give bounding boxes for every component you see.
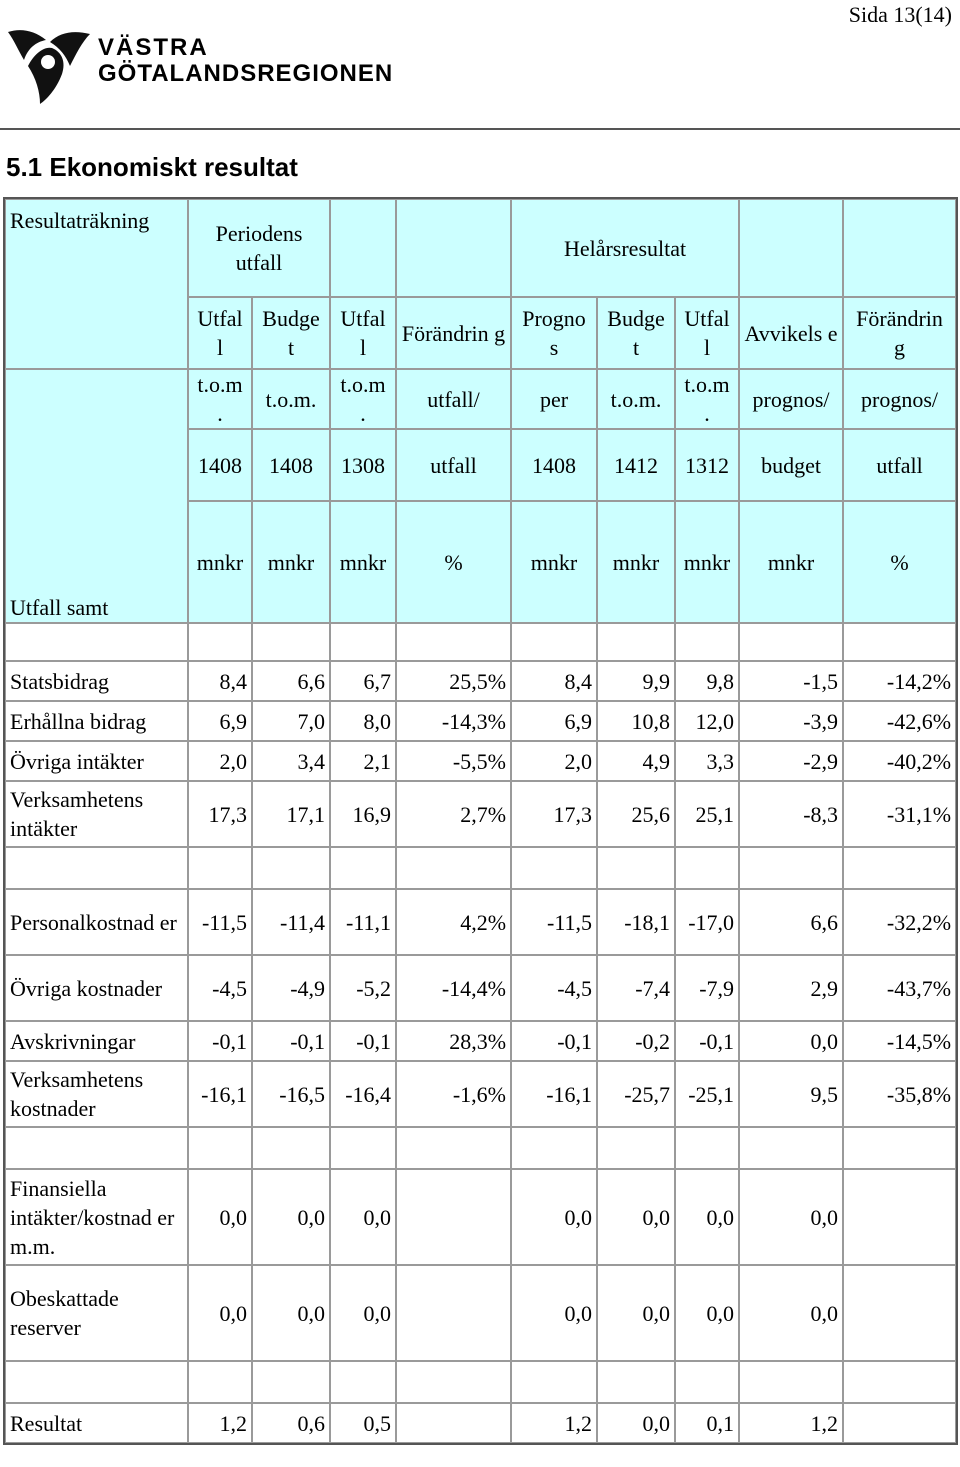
row-value: -35,8% bbox=[843, 1061, 956, 1127]
empty-cell bbox=[5, 623, 188, 661]
row-label: Avskrivningar bbox=[5, 1021, 188, 1061]
header-rule bbox=[0, 128, 960, 130]
row-label: Finansiella intäkter/kostnad er m.m. bbox=[5, 1169, 188, 1265]
row-value: 0,0 bbox=[511, 1169, 597, 1265]
row-value: -0,1 bbox=[188, 1021, 252, 1061]
row-value: 16,9 bbox=[330, 781, 396, 847]
empty-cell bbox=[511, 623, 597, 661]
row-value: -0,2 bbox=[597, 1021, 675, 1061]
spacer-row bbox=[5, 847, 956, 889]
empty-cell bbox=[5, 847, 188, 889]
col-sub2: 1408 bbox=[511, 429, 597, 501]
table-row bbox=[5, 1169, 956, 1265]
row-value: -14,2% bbox=[843, 661, 956, 701]
empty-cell bbox=[739, 847, 843, 889]
spacer-row bbox=[5, 1361, 956, 1403]
empty-cell bbox=[597, 623, 675, 661]
row-label: Verksamhetens intäkter bbox=[5, 781, 188, 847]
row-label: Obeskattade reserver bbox=[5, 1265, 188, 1361]
row-value: -16,5 bbox=[252, 1061, 330, 1127]
row-value: -1,5 bbox=[739, 661, 843, 701]
col-title: Utfal l bbox=[330, 297, 396, 369]
row-value: 1,2 bbox=[188, 1403, 252, 1443]
empty-cell bbox=[511, 847, 597, 889]
col-sub1: t.o.m . bbox=[675, 369, 739, 429]
col-sub1: per bbox=[511, 369, 597, 429]
empty-cell bbox=[843, 623, 956, 661]
row-value: 9,5 bbox=[739, 1061, 843, 1127]
empty-cell bbox=[675, 1361, 739, 1403]
col-unit: mnkr bbox=[188, 501, 252, 623]
header-empty-cell bbox=[739, 199, 843, 297]
row-value: -42,6% bbox=[843, 701, 956, 741]
page-number: Sida 13(14) bbox=[848, 2, 952, 27]
col-sub1: prognos/ bbox=[843, 369, 956, 429]
logo-mark-icon bbox=[6, 26, 92, 106]
row-value: 0,0 bbox=[252, 1265, 330, 1361]
row-value: 0,6 bbox=[252, 1403, 330, 1443]
empty-cell bbox=[188, 847, 252, 889]
empty-cell bbox=[5, 1361, 188, 1403]
empty-cell bbox=[5, 1127, 188, 1169]
empty-cell bbox=[843, 1361, 956, 1403]
row-value: 0,0 bbox=[330, 1169, 396, 1265]
row-value: 17,3 bbox=[188, 781, 252, 847]
col-title: Utfal l bbox=[188, 297, 252, 369]
empty-cell bbox=[252, 1361, 330, 1403]
row-value: 0,0 bbox=[188, 1169, 252, 1265]
empty-cell bbox=[330, 847, 396, 889]
row-value: -5,5% bbox=[396, 741, 511, 781]
empty-cell bbox=[396, 847, 511, 889]
row-value bbox=[843, 1265, 956, 1361]
row-value: 0,0 bbox=[597, 1169, 675, 1265]
row-value bbox=[396, 1169, 511, 1265]
row-value: 0,0 bbox=[597, 1403, 675, 1443]
col-unit: mnkr bbox=[739, 501, 843, 623]
table-row bbox=[5, 1403, 956, 1443]
row-value: -40,2% bbox=[843, 741, 956, 781]
row-value: -25,7 bbox=[597, 1061, 675, 1127]
row-value: 8,0 bbox=[330, 701, 396, 741]
group-period-label: Periodens utfall bbox=[188, 199, 330, 297]
row-value bbox=[843, 1403, 956, 1443]
row-value: 7,0 bbox=[252, 701, 330, 741]
table-row bbox=[5, 889, 956, 955]
table-row bbox=[5, 701, 956, 741]
row-value: 0,0 bbox=[252, 1169, 330, 1265]
empty-cell bbox=[396, 623, 511, 661]
table-row bbox=[5, 1021, 956, 1061]
row-value: 3,3 bbox=[675, 741, 739, 781]
row-label: Resultat bbox=[5, 1403, 188, 1443]
row-value: 28,3% bbox=[396, 1021, 511, 1061]
row-value: 0,0 bbox=[511, 1265, 597, 1361]
row-value: 0,0 bbox=[330, 1265, 396, 1361]
row-value: -0,1 bbox=[675, 1021, 739, 1061]
row-value: -32,2% bbox=[843, 889, 956, 955]
empty-cell bbox=[675, 623, 739, 661]
row-value: -18,1 bbox=[597, 889, 675, 955]
empty-cell bbox=[396, 1127, 511, 1169]
group-year-label: Helårsresultat bbox=[511, 199, 739, 297]
col-sub1: t.o.m. bbox=[252, 369, 330, 429]
row-value: 2,0 bbox=[511, 741, 597, 781]
row-value: 1,2 bbox=[739, 1403, 843, 1443]
empty-cell bbox=[330, 1127, 396, 1169]
row-value: 4,2% bbox=[396, 889, 511, 955]
row-value: 9,8 bbox=[675, 661, 739, 701]
empty-cell bbox=[597, 1127, 675, 1169]
row-value: 25,6 bbox=[597, 781, 675, 847]
row-value: 6,9 bbox=[188, 701, 252, 741]
row-value: -7,9 bbox=[675, 955, 739, 1021]
empty-cell bbox=[739, 1361, 843, 1403]
header-empty-cell bbox=[330, 199, 396, 297]
empty-cell bbox=[675, 1127, 739, 1169]
col-sub1: utfall/ bbox=[396, 369, 511, 429]
row-value: 0,0 bbox=[739, 1021, 843, 1061]
row-value: -43,7% bbox=[843, 955, 956, 1021]
corner-mid-label: Utfall samt bbox=[5, 369, 188, 623]
spacer-row bbox=[5, 1127, 956, 1169]
row-value: 12,0 bbox=[675, 701, 739, 741]
empty-cell bbox=[843, 1127, 956, 1169]
row-value: -31,1% bbox=[843, 781, 956, 847]
logo-line-2: GÖTALANDSREGIONEN bbox=[98, 60, 394, 87]
row-value: 0,0 bbox=[739, 1169, 843, 1265]
row-value: -4,5 bbox=[511, 955, 597, 1021]
row-value: 0,0 bbox=[675, 1265, 739, 1361]
col-unit: mnkr bbox=[675, 501, 739, 623]
row-value bbox=[396, 1265, 511, 1361]
empty-cell bbox=[330, 623, 396, 661]
empty-cell bbox=[252, 623, 330, 661]
row-value: -16,1 bbox=[188, 1061, 252, 1127]
col-sub2: 1312 bbox=[675, 429, 739, 501]
row-value: 0,5 bbox=[330, 1403, 396, 1443]
col-sub2: budget bbox=[739, 429, 843, 501]
table-row bbox=[5, 661, 956, 701]
row-value: 2,1 bbox=[330, 741, 396, 781]
empty-cell bbox=[597, 847, 675, 889]
row-value: -2,9 bbox=[739, 741, 843, 781]
col-sub1: prognos/ bbox=[739, 369, 843, 429]
table-row bbox=[5, 781, 956, 847]
empty-cell bbox=[188, 1127, 252, 1169]
row-value: -0,1 bbox=[330, 1021, 396, 1061]
row-value: -4,5 bbox=[188, 955, 252, 1021]
row-value: -14,3% bbox=[396, 701, 511, 741]
spacer-row bbox=[5, 623, 956, 661]
col-unit: % bbox=[396, 501, 511, 623]
row-value: 25,5% bbox=[396, 661, 511, 701]
col-sub2: 1408 bbox=[188, 429, 252, 501]
row-value bbox=[843, 1169, 956, 1265]
col-title: Förändrin g bbox=[843, 297, 956, 369]
table-row bbox=[5, 1061, 956, 1127]
row-value: -11,4 bbox=[252, 889, 330, 955]
result-table bbox=[3, 197, 958, 1445]
row-value: -5,2 bbox=[330, 955, 396, 1021]
row-value: -14,5% bbox=[843, 1021, 956, 1061]
row-label: Erhållna bidrag bbox=[5, 701, 188, 741]
col-unit: mnkr bbox=[511, 501, 597, 623]
col-sub1: t.o.m . bbox=[188, 369, 252, 429]
col-title: Förändrin g bbox=[396, 297, 511, 369]
row-value: -16,1 bbox=[511, 1061, 597, 1127]
empty-cell bbox=[396, 1361, 511, 1403]
empty-cell bbox=[597, 1361, 675, 1403]
section-title: 5.1 Ekonomiskt resultat bbox=[6, 152, 298, 182]
row-value: -11,1 bbox=[330, 889, 396, 955]
header-empty-cell bbox=[843, 199, 956, 297]
row-value: 2,7% bbox=[396, 781, 511, 847]
empty-cell bbox=[252, 847, 330, 889]
empty-cell bbox=[511, 1361, 597, 1403]
row-value: -3,9 bbox=[739, 701, 843, 741]
col-sub2: 1408 bbox=[252, 429, 330, 501]
col-sub2: 1412 bbox=[597, 429, 675, 501]
col-title: Budge t bbox=[597, 297, 675, 369]
row-value: 10,8 bbox=[597, 701, 675, 741]
corner-top-label: Resultaträkning bbox=[5, 199, 188, 369]
row-value: 6,9 bbox=[511, 701, 597, 741]
row-value: 0,0 bbox=[188, 1265, 252, 1361]
row-value: 6,7 bbox=[330, 661, 396, 701]
logo-line-1: VÄSTRA bbox=[98, 34, 209, 61]
row-value: -8,3 bbox=[739, 781, 843, 847]
row-value: 9,9 bbox=[597, 661, 675, 701]
empty-cell bbox=[330, 1361, 396, 1403]
row-value: 17,1 bbox=[252, 781, 330, 847]
row-value: -7,4 bbox=[597, 955, 675, 1021]
row-value: 3,4 bbox=[252, 741, 330, 781]
row-value: 2,0 bbox=[188, 741, 252, 781]
row-value: 0,0 bbox=[739, 1265, 843, 1361]
empty-cell bbox=[188, 1361, 252, 1403]
table-row bbox=[5, 741, 956, 781]
row-value: -4,9 bbox=[252, 955, 330, 1021]
col-sub1: t.o.m . bbox=[330, 369, 396, 429]
row-value: -25,1 bbox=[675, 1061, 739, 1127]
col-sub1: t.o.m. bbox=[597, 369, 675, 429]
col-title: Progno s bbox=[511, 297, 597, 369]
row-value: 0,0 bbox=[597, 1265, 675, 1361]
row-value: 2,9 bbox=[739, 955, 843, 1021]
row-value: -11,5 bbox=[188, 889, 252, 955]
col-sub2: utfall bbox=[396, 429, 511, 501]
empty-cell bbox=[511, 1127, 597, 1169]
row-value: 25,1 bbox=[675, 781, 739, 847]
row-value: 17,3 bbox=[511, 781, 597, 847]
header-empty-cell bbox=[396, 199, 511, 297]
empty-cell bbox=[675, 847, 739, 889]
col-title: Utfal l bbox=[675, 297, 739, 369]
col-unit: mnkr bbox=[330, 501, 396, 623]
row-value bbox=[396, 1403, 511, 1443]
logo bbox=[6, 26, 394, 110]
table-row bbox=[5, 1265, 956, 1361]
col-unit: mnkr bbox=[597, 501, 675, 623]
row-label: Övriga kostnader bbox=[5, 955, 188, 1021]
row-value: 0,0 bbox=[675, 1169, 739, 1265]
col-unit: % bbox=[843, 501, 956, 623]
row-value: -1,6% bbox=[396, 1061, 511, 1127]
row-value: 6,6 bbox=[252, 661, 330, 701]
row-label: Statsbidrag bbox=[5, 661, 188, 701]
row-label: Verksamhetens kostnader bbox=[5, 1061, 188, 1127]
row-value: 8,4 bbox=[188, 661, 252, 701]
empty-cell bbox=[739, 1127, 843, 1169]
header-row-sub1 bbox=[5, 369, 956, 429]
empty-cell bbox=[188, 623, 252, 661]
table-row bbox=[5, 955, 956, 1021]
col-title: Budge t bbox=[252, 297, 330, 369]
row-value: 1,2 bbox=[511, 1403, 597, 1443]
row-value: -16,4 bbox=[330, 1061, 396, 1127]
empty-cell bbox=[843, 847, 956, 889]
row-label: Övriga intäkter bbox=[5, 741, 188, 781]
empty-cell bbox=[252, 1127, 330, 1169]
row-value: -0,1 bbox=[252, 1021, 330, 1061]
row-value: -0,1 bbox=[511, 1021, 597, 1061]
row-value: -14,4% bbox=[396, 955, 511, 1021]
row-value: -17,0 bbox=[675, 889, 739, 955]
row-value: -11,5 bbox=[511, 889, 597, 955]
col-sub2: 1308 bbox=[330, 429, 396, 501]
row-value: 8,4 bbox=[511, 661, 597, 701]
header-row-groups bbox=[5, 199, 956, 297]
empty-cell bbox=[739, 623, 843, 661]
row-label: Personalkostnad er bbox=[5, 889, 188, 955]
col-sub2: utfall bbox=[843, 429, 956, 501]
col-title: Avvikels e bbox=[739, 297, 843, 369]
col-unit: mnkr bbox=[252, 501, 330, 623]
row-value: 0,1 bbox=[675, 1403, 739, 1443]
row-value: 6,6 bbox=[739, 889, 843, 955]
row-value: 4,9 bbox=[597, 741, 675, 781]
